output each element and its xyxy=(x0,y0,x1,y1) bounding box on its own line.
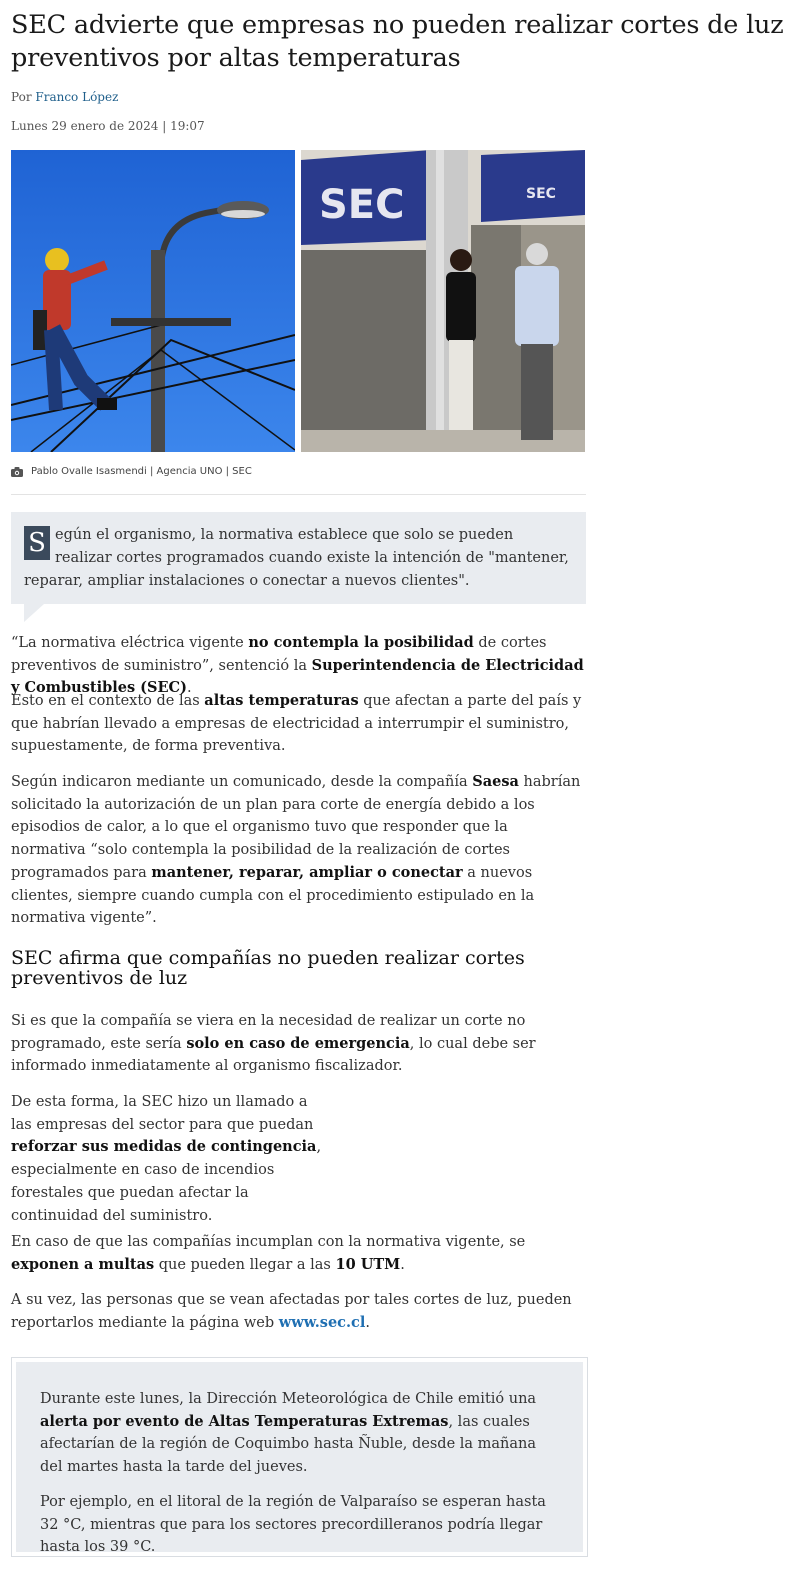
publish-date: Lunes 29 enero de 2024 | 19:07 xyxy=(11,119,205,133)
dropcap: S xyxy=(24,526,50,560)
info-box-paragraph-1: Durante este lunes, la Dirección Meteorológica de Chile emitió una alerta por evento de Altas Temperaturas Extremas, las cuales afectarían de la región de Coquimbo hasta Ñuble, desde la mañana del martes hasta la tarde del jueves. xyxy=(40,1391,537,1475)
lead-pointer xyxy=(24,604,44,622)
photo-caption xyxy=(11,466,252,477)
author-link[interactable]: Franco López xyxy=(35,90,119,104)
photo-credit: Pablo Ovalle Isasmendi | Agencia UNO | SEC xyxy=(31,466,252,477)
info-box-content xyxy=(16,1362,583,1555)
paragraph-6: En caso de que las compañías incumplan con la normativa vigente, se exponen a multas que pueden llegar a las 10 UTM. xyxy=(11,1234,526,1273)
camera-icon xyxy=(11,467,23,477)
paragraph-3: Según indicaron mediante un comunicado, desde la compañía Saesa habrían solicitado la autorización de un plan para corte de energía debido a los episodios de calor, a lo que el organismo tuvo que responder que la normativa “solo contempla la posibilidad de la realización de cortes programados para mantener, reparar, ampliar o conectar a nuevos clientes, siempre cuando cumpla con el procedimiento estipulado en la normativa vigente”. xyxy=(11,773,581,927)
section-heading: SEC afirma que compañías no pueden realizar cortes preventivos de luz xyxy=(11,947,525,989)
info-box xyxy=(11,1357,588,1557)
svg-text:SEC: SEC xyxy=(526,186,556,202)
divider xyxy=(11,494,586,495)
sec-sign-text: SEC xyxy=(319,182,405,228)
info-box-paragraph-2: Por ejemplo, en el litoral de la región de Valparaíso se esperan hasta 32 °C, mientras que para los sectores precordilleranos podría llegar hasta los 39 °C. xyxy=(40,1494,546,1555)
lead-summary xyxy=(11,512,586,604)
byline-prefix: Por xyxy=(11,90,32,104)
photo-sec-building xyxy=(301,150,585,452)
sec-website-link[interactable]: www.sec.cl xyxy=(278,1313,366,1331)
paragraph-5: De esta forma, la SEC hizo un llamado a las empresas del sector para que puedan reforzar sus medidas de contingencia, especialmente en caso de incendios forestales que puedan afectar la continuidad del suministro. xyxy=(11,1094,322,1224)
byline xyxy=(11,90,118,104)
article-headline: SEC advierte que empresas no pueden realizar cortes de luz preventivos por altas temperaturas xyxy=(11,10,784,73)
paragraph-7: A su vez, las personas que se vean afectadas por tales cortes de luz, pueden reportarlos mediante la página web www.sec.cl. xyxy=(11,1292,572,1331)
paragraph-2: Esto en el contexto de las altas temperaturas que afectan a parte del país y que habrían llevado a empresas de electricidad a interrumpir el suministro, supuestamente, de forma preventiva. xyxy=(11,692,582,755)
photo-lineman xyxy=(11,150,295,452)
paragraph-4: Si es que la compañía se viera en la necesidad de realizar un corte no programado, este sería solo en caso de emergencia, lo cual debe ser informado inmediatamente al organismo fiscalizador. xyxy=(11,1013,536,1075)
lead-text: egún el organismo, la normativa establece que solo se pueden realizar cortes programados cuando existe la intención de "mantener, reparar, ampliar instalaciones o conectar a nuevos clientes". xyxy=(24,527,569,589)
paragraph-1: “La normativa eléctrica vigente no contempla la posibilidad de cortes preventivos de suministro”, sentenció la Superintendencia de Electricidad y Combustibles (SEC). xyxy=(11,634,584,697)
